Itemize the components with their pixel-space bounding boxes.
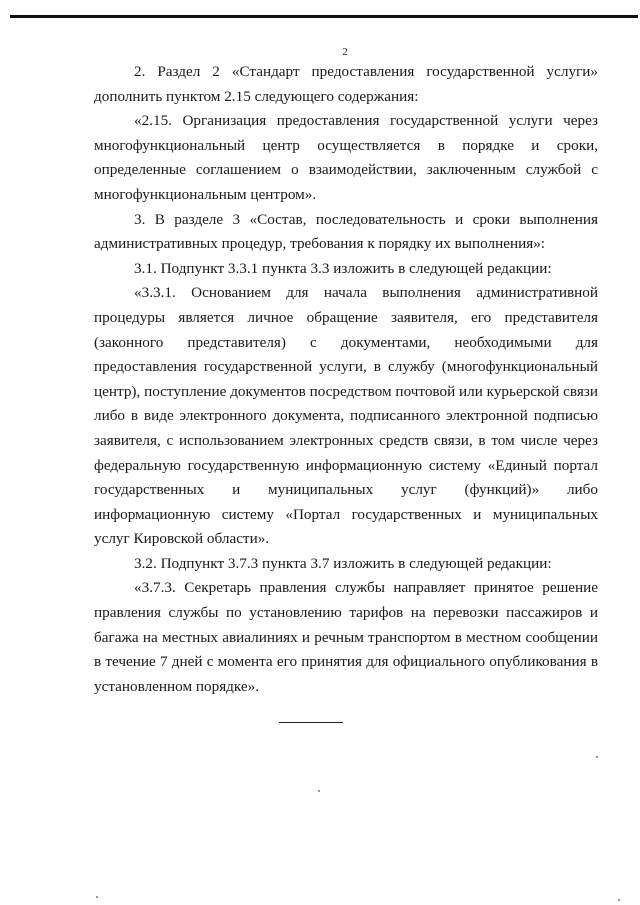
scan-speck bbox=[96, 896, 98, 898]
paragraph-item-3-2: 3.2. Подпункт 3.7.3 пункта 3.7 изложить в следующей редакции: bbox=[134, 554, 552, 572]
page-number: 2 bbox=[342, 46, 348, 58]
paragraph-item-2-15: «2.15. Организация предоставления государственной услуги через многофункциональный центр осуществляется в порядке и сроки, определенные соглашением о взаимодействии, заключенным службой с многофункциональным центром». bbox=[94, 112, 598, 203]
document-body bbox=[94, 60, 598, 699]
scan-speck bbox=[318, 790, 320, 792]
paragraph-section-2: 2. Раздел 2 «Стандарт предоставления государственной услуги» дополнить пунктом 2.15 следующего содержания: bbox=[94, 63, 598, 105]
closing-divider bbox=[279, 722, 343, 723]
scan-speck bbox=[618, 899, 620, 901]
top-border-line bbox=[10, 15, 638, 18]
paragraph-item-3-7-3: «3.7.3. Секретарь правления службы направляет принятое решение правления службы по установлению тарифов на перевозки пассажиров и багажа на местных авиалиниях и речным транспортом в местном сообщении в течение 7 дней с момента его принятия для официального опубликования в установленном порядке». bbox=[94, 579, 598, 695]
paragraph-section-3: 3. В разделе 3 «Состав, последовательность и сроки выполнения административных процедур, требования к порядку их выполнения»: bbox=[94, 210, 598, 253]
paragraph-item-3-1: 3.1. Подпункт 3.3.1 пункта 3.3 изложить в следующей редакции: bbox=[134, 259, 552, 277]
scan-speck bbox=[596, 756, 598, 758]
paragraph-item-3-3-1: «3.3.1. Основанием для начала выполнения административной процедуры является личное обращение заявителя, его представителя (законного представителя) с документами, необходимыми для предоставления государственной услуги, в службу (многофункциональный центр), поступление документов посредством почтовой или курьерской связи либо в виде электронного документа, подписанного электронной подписью заявителя, с использованием электронных средств связи, в том числе через федеральную государственную информационную систему «Единый портал государственных и муниципальных услуг (функций)» либо информационную систему «Портал государственных и муниципальных услуг Кировской области». bbox=[94, 284, 598, 548]
